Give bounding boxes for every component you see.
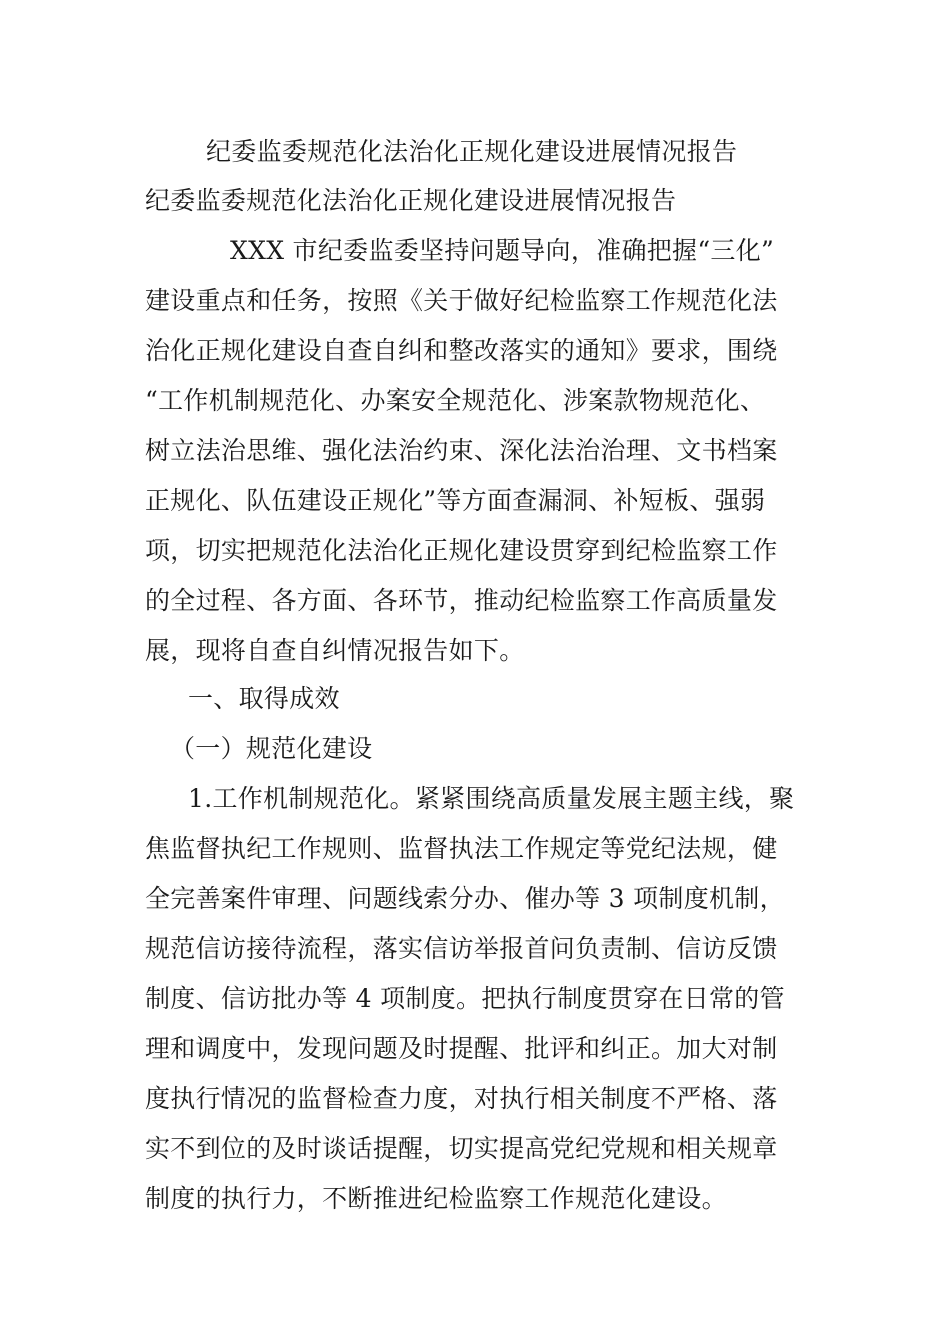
intro-line: XXX 市纪委监委坚持问题导向，准确把握“三化” <box>230 236 775 265</box>
subsection-heading: （一）规范化建设 <box>170 734 373 763</box>
intro-line: 的全过程、各方面、各环节，推动纪检监察工作高质量发 <box>145 586 778 615</box>
item1-line: 全完善案件审理、问题线索分办、催办等 3 项制度机制， <box>145 884 785 913</box>
item1-line: 实不到位的及时谈话提醒，切实提高党纪党规和相关规章 <box>145 1134 778 1163</box>
intro-line: 治化正规化建设自查自纠和整改落实的通知》要求，围绕 <box>145 336 778 365</box>
item1-line: 制度的执行力，不断推进纪检监察工作规范化建设。 <box>145 1184 727 1213</box>
item1-line: 焦监督执纪工作规则、监督执法工作规定等党纪法规，健 <box>145 834 778 863</box>
section-heading: 一、取得成效 <box>188 684 340 713</box>
item1-line: 度执行情况的监督检查力度，对执行相关制度不严格、落 <box>145 1084 778 1113</box>
intro-line: 正规化、队伍建设正规化”等方面查漏洞、补短板、强弱 <box>145 486 766 515</box>
intro-line: 展，现将自查自纠情况报告如下。 <box>145 636 525 665</box>
intro-line: 建设重点和任务，按照《关于做好纪检监察工作规范化法 <box>145 286 778 315</box>
intro-line: 树立法治思维、强化法治约束、深化法治治理、文书档案 <box>145 436 778 465</box>
intro-line: “工作机制规范化、办案安全规范化、涉案款物规范化、 <box>145 386 766 415</box>
item1-line: 1.工作机制规范化。紧紧围绕高质量发展主题主线，聚 <box>188 784 795 813</box>
intro-line: 项，切实把规范化法治化正规化建设贯穿到纪检监察工作 <box>145 536 778 565</box>
item1-line: 制度、信访批办等 4 项制度。把执行制度贯穿在日常的管 <box>145 984 785 1013</box>
item1-line: 规范信访接待流程，落实信访举报首问负责制、信访反馈 <box>145 934 778 963</box>
item1-line: 理和调度中，发现问题及时提醒、批评和纠正。加大对制 <box>145 1034 778 1063</box>
document-title: 纪委监委规范化法治化正规化建设进展情况报告 <box>206 137 738 166</box>
document-subtitle: 纪委监委规范化法治化正规化建设进展情况报告 <box>145 186 677 215</box>
